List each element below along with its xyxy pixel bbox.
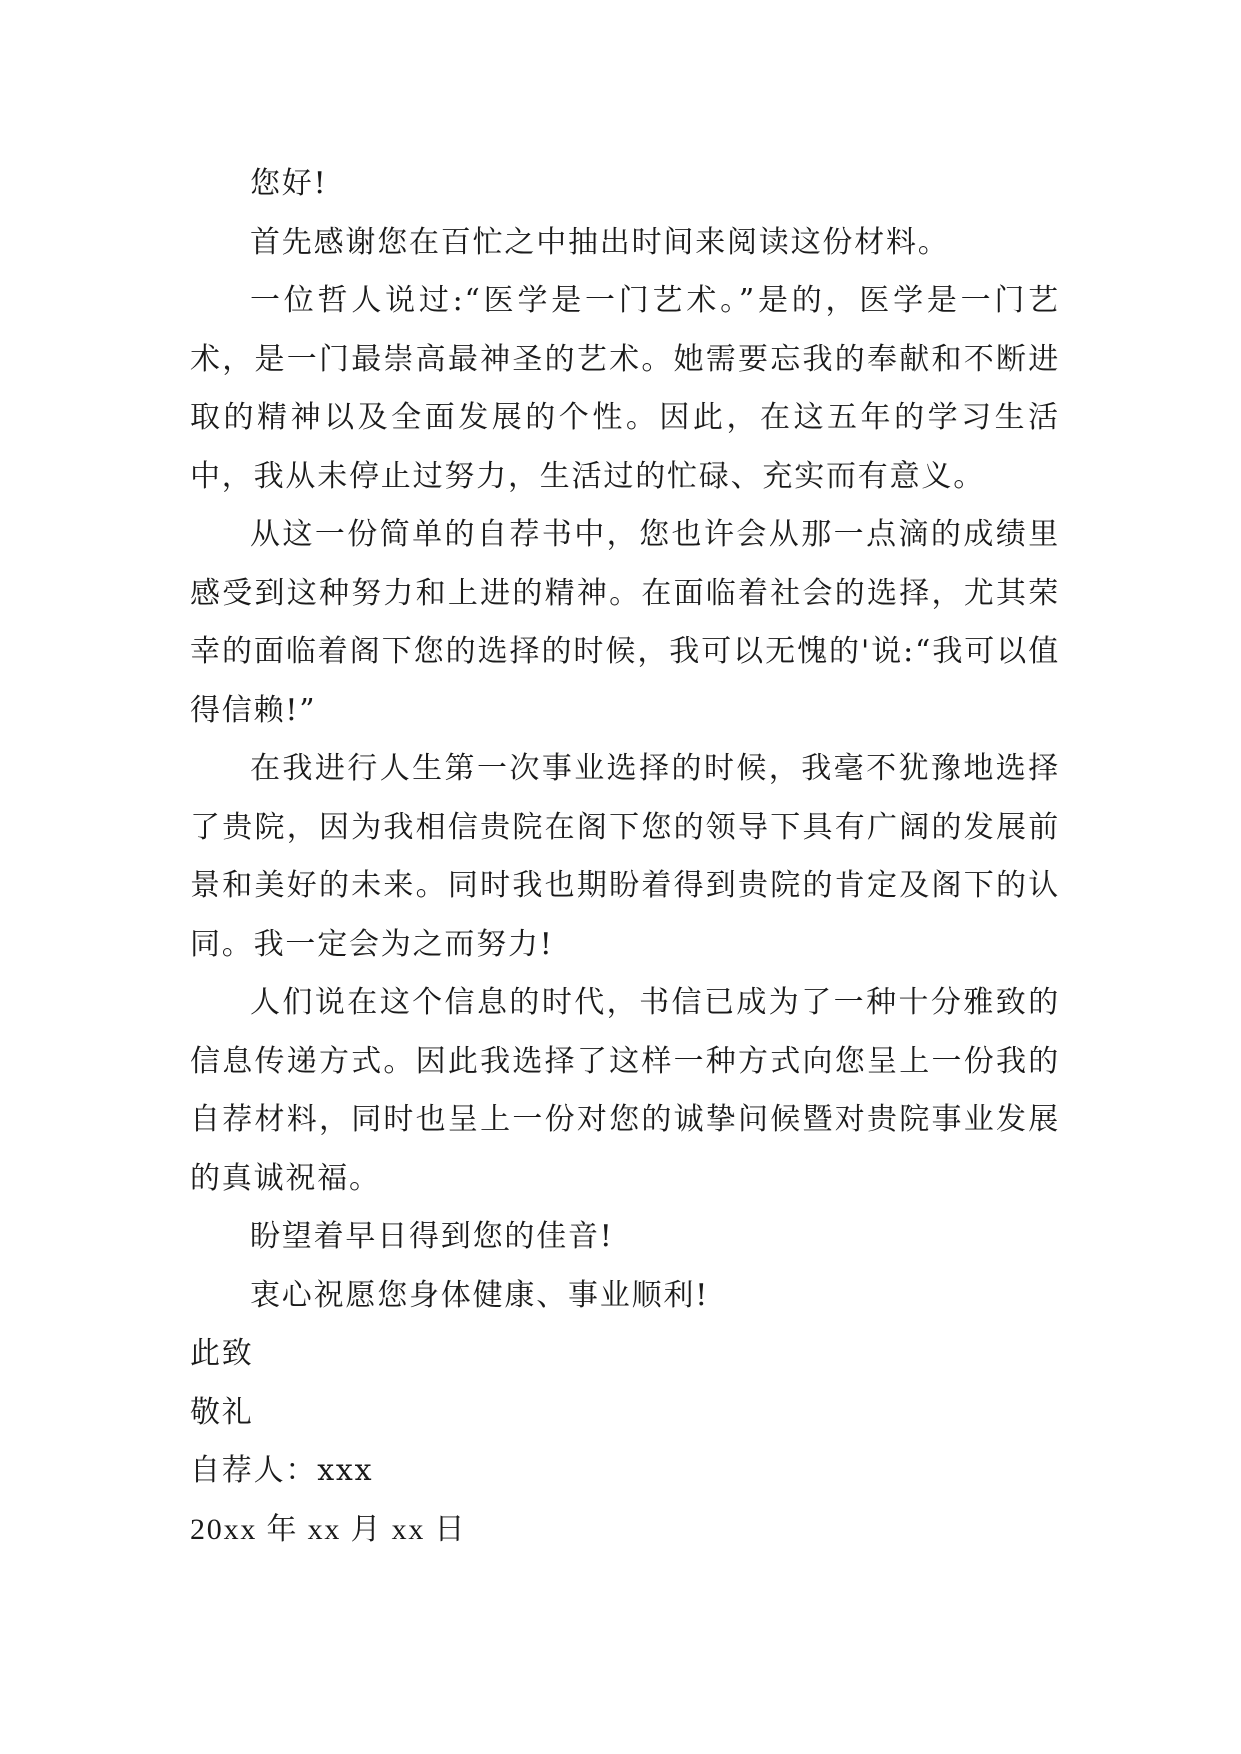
paragraph: 一位哲人说过:“医学是一门艺术。”是的，医学是一门艺术，是一门最崇高最神圣的艺术。她需要忘我的奉献和不断进取的精神以及全面发展的个性。因此，在这五年的学习生活中，我从未停止过努力，生活过的忙碌、充实而有意义。 (190, 283, 1060, 494)
paragraph: 从这一份简单的自荐书中，您也许会从那一点滴的成绩里感受到这种努力和上进的精神。在面临着社会的选择，尤其荣幸的面临着阁下您的选择的时候，我可以无愧的'说:“我可以值得信赖!” (190, 517, 1060, 728)
paragraph: 首先感谢您在百忙之中抽出时间来阅读这份材料。 (250, 224, 950, 260)
paragraph: 衷心祝愿您身体健康、事业顺利! (250, 1277, 710, 1313)
signature: 自荐人：xxx (190, 1453, 374, 1488)
closing-salutation: 此致 (190, 1336, 254, 1371)
letter-body (190, 155, 1060, 1559)
paragraph: 在我进行人生第一次事业选择的时候，我毫不犹豫地选择了贵院，因为我相信贵院在阁下您的领导下具有广阔的发展前景和美好的未来。同时我也期盼着得到贵院的肯定及阁下的认同。我一定会为之而努力! (190, 751, 1060, 962)
greeting: 您好! (250, 166, 328, 201)
date: 20xx 年 xx 月 xx 日 (190, 1512, 467, 1546)
paragraph: 人们说在这个信息的时代，书信已成为了一种十分雅致的信息传递方式。因此我选择了这样一种方式向您呈上一份我的自荐材料，同时也呈上一份对您的诚挚问候暨对贵院事业发展的真诚祝福。 (190, 985, 1060, 1196)
closing-regards: 敬礼 (190, 1394, 254, 1430)
paragraph: 盼望着早日得到您的佳音! (250, 1219, 614, 1254)
